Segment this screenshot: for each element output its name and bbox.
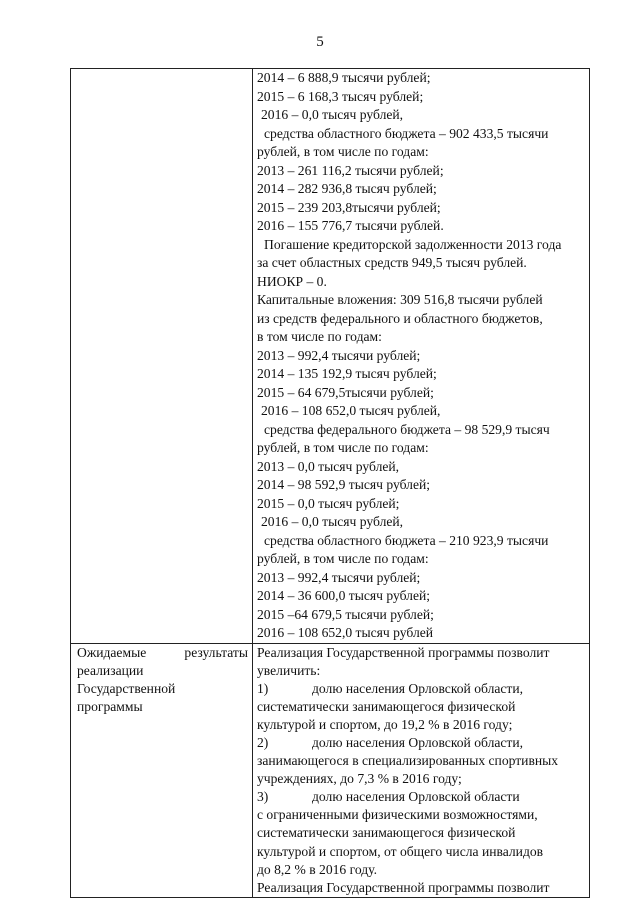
financing-line: 2014 – 6 888,9 тысячи рублей; [257, 70, 431, 85]
financing-line: средства областного бюджета – 210 923,9 тысячи [264, 532, 549, 548]
left-heading-line4: программы [77, 698, 143, 714]
financing-line: 2013 – 992,4 тысячи рублей; [257, 347, 421, 363]
financing-line: средства федерального бюджета – 98 529,9 тысяч [264, 421, 550, 437]
result-item-1-line1: долю населения Орловской области, [312, 680, 524, 696]
result-item-1 [257, 680, 589, 698]
results-intro-line1: Реализация Государственной программы позволит [257, 644, 550, 660]
result-item-2-line3: учреждениях, до 7,3 % в 2016 году; [257, 771, 462, 787]
financing-line: 2014 – 36 600,0 тысяч рублей; [257, 588, 431, 603]
financing-line: 2014 – 135 192,9 тысяч рублей; [257, 366, 437, 381]
left-heading-line1 [77, 644, 248, 662]
financing-line: 2014 – 282 936,8 тысяч рублей; [257, 181, 437, 196]
financing-lines [257, 69, 589, 643]
result-item-3-line3: систематически занимающегося физической [257, 825, 516, 841]
program-passport-table [70, 68, 590, 898]
financing-line: 2015 – 64 679,5тысячи рублей; [257, 384, 434, 400]
financing-line: 2016 – 108 652,0 тысяч рублей, [261, 403, 441, 418]
financing-line: Капитальные вложения: 309 516,8 тысячи рублей [257, 292, 543, 307]
row2-left-cell [71, 643, 253, 897]
financing-line: НИОКР – 0. [257, 273, 327, 289]
result-item-3 [257, 788, 589, 806]
table-row-financing [71, 69, 590, 644]
financing-line: 2016 – 108 652,0 тысяч рублей [257, 625, 434, 640]
table-row-expected-results [71, 643, 590, 897]
result-item-1-line2: систематически занимающегося физической [257, 698, 516, 714]
result-item-3-line5: до 8,2 % в 2016 году. [257, 861, 378, 877]
result-item-3-line4: культурой и спортом, от общего числа инвалидов [257, 843, 544, 859]
result-item-1-number: 1) [257, 680, 269, 696]
financing-line: 2015 – 6 168,3 тысяч рублей; [257, 88, 424, 104]
result-item-2-line1: долю населения Орловской области, [312, 734, 524, 750]
financing-line: 2015 –64 679,5 тысячи рублей; [257, 606, 434, 622]
left-heading-line3: Государственной [77, 680, 176, 696]
row1-right-cell [253, 69, 590, 644]
left-heading-line2: реализации [77, 662, 144, 678]
financing-line: 2016 – 155 776,7 тысячи рублей. [257, 218, 444, 233]
financing-line: Погашение кредиторской задолженности 2013 года [264, 236, 562, 252]
result-item-3-line2: с ограниченными физическими возможностями, [257, 807, 538, 823]
results-outro-line: Реализация Государственной программы позволит [257, 879, 550, 895]
left-heading-word2: результаты [184, 644, 248, 660]
result-item-3-line1: долю населения Орловской области [312, 789, 520, 805]
row2-right-cell [253, 643, 590, 897]
financing-line: 2013 – 992,4 тысячи рублей; [257, 569, 421, 585]
financing-line: рублей, в том числе по годам: [257, 440, 429, 455]
financing-line: за счет областных средств 949,5 тысяч рублей. [257, 255, 527, 270]
results-intro-line2: увеличить: [257, 662, 321, 678]
financing-line: средства областного бюджета – 902 433,5 тысячи [264, 125, 549, 141]
financing-line: 2016 – 0,0 тысяч рублей, [261, 107, 404, 122]
financing-line: в том числе по годам: [257, 329, 382, 344]
result-item-3-number: 3) [257, 789, 269, 805]
result-item-1-line3: культурой и спортом, до 19,2 % в 2016 году; [257, 716, 513, 732]
left-heading-word1: Ожидаемые [77, 644, 147, 660]
financing-line: 2013 – 261 116,2 тысячи рублей; [257, 162, 444, 178]
result-item-2 [257, 734, 589, 752]
page-number: 5 [316, 34, 324, 50]
financing-line: рублей, в том числе по годам: [257, 144, 429, 159]
financing-line: 2014 – 98 592,9 тысяч рублей; [257, 477, 431, 492]
financing-line: 2015 – 239 203,8тысячи рублей; [257, 199, 441, 215]
financing-line: рублей, в том числе по годам: [257, 551, 429, 566]
row1-left-cell [71, 69, 253, 644]
financing-line: 2013 – 0,0 тысяч рублей, [257, 458, 400, 474]
result-item-2-number: 2) [257, 734, 269, 750]
financing-line: из средств федерального и областного бюджетов, [257, 310, 543, 326]
financing-line: 2015 – 0,0 тысяч рублей; [257, 495, 400, 511]
result-item-2-line2: занимающегося в специализированных спортивных [257, 753, 559, 769]
financing-line: 2016 – 0,0 тысяч рублей, [261, 514, 404, 529]
